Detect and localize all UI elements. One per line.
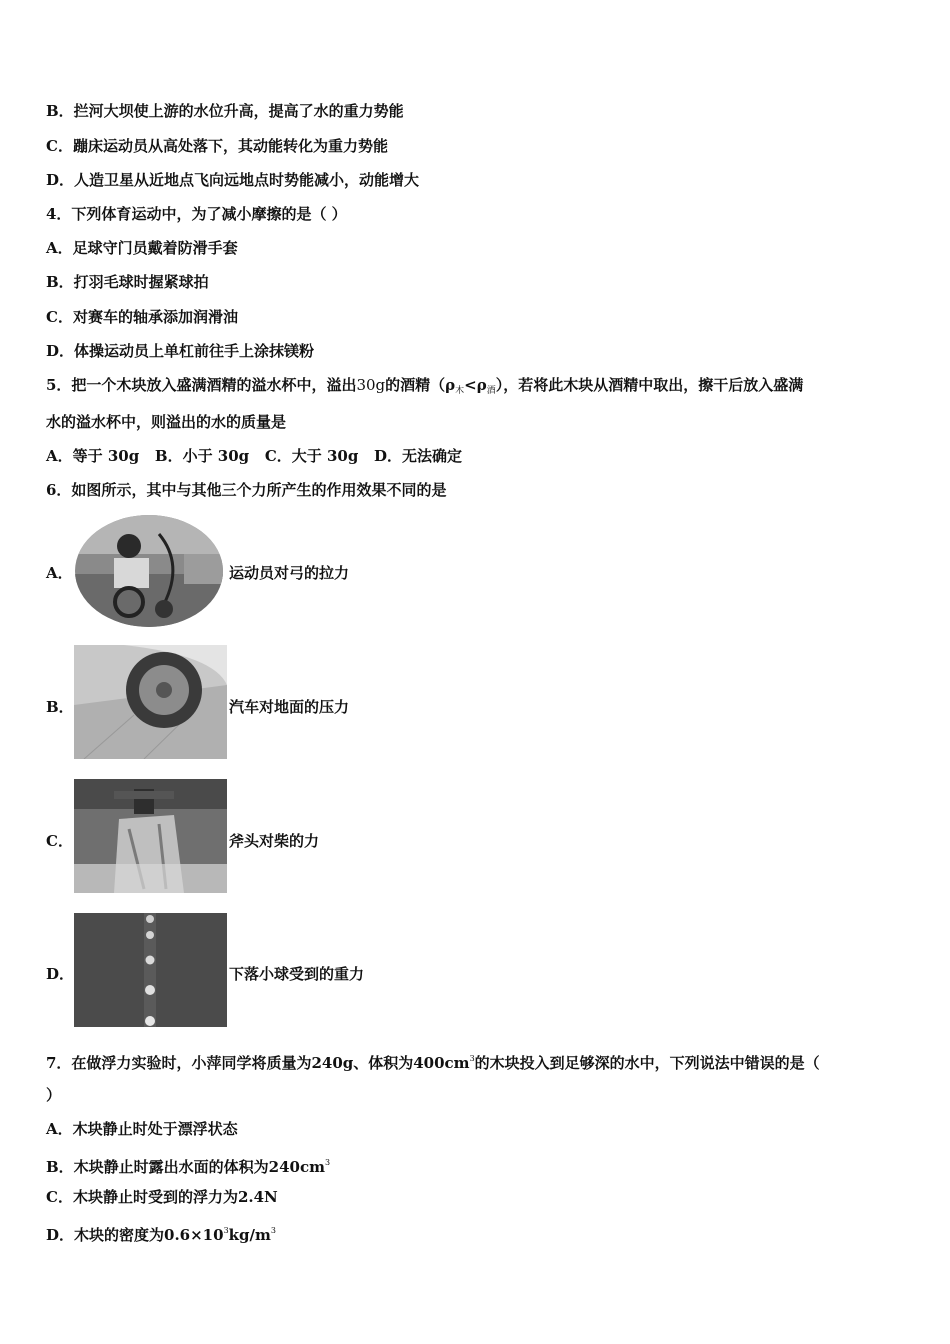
q7-text-2: 的木块投入到足够深的水中，下列说法中错误的是（ xyxy=(474,1054,820,1072)
question-6: 6．如图所示，其中与其他三个力所产生的作用效果不同的是 xyxy=(46,481,447,499)
option-7b xyxy=(46,1153,330,1177)
q7-sup-1: 3 xyxy=(469,1054,475,1063)
question-5-options: A．等于 30g B．小于 30g C．大于 30g D．无法确定 xyxy=(46,447,463,465)
q5-text-2: 的酒精（ρ xyxy=(385,376,456,394)
q5-text-3: ），若将此木块从酒精中取出，擦干后放入盛满 xyxy=(495,376,804,394)
option-6a-letter: A． xyxy=(46,564,73,582)
question-7-line2: ） xyxy=(46,1086,62,1104)
question-4: 4．下列体育运动中，为了减小摩擦的是（ ） xyxy=(46,205,347,223)
q7d-sup-1: 3 xyxy=(223,1226,229,1235)
q5-lt: <ρ xyxy=(464,376,487,394)
question-7 xyxy=(46,1049,820,1073)
archer-photo xyxy=(74,514,224,629)
option-7c: C．木块静止时受到的浮力为2.4N xyxy=(46,1188,278,1206)
option-6c-image xyxy=(74,779,227,893)
question-5-line2: 水的溢水杯中，则溢出的水的质量是 xyxy=(46,413,287,431)
falling-ball-photo xyxy=(74,913,227,1027)
q7b-sup: 3 xyxy=(325,1158,331,1167)
option-7a: A．木块静止时处于漂浮状态 xyxy=(46,1120,238,1138)
line-3b: B．拦河大坝使上游的水位升高，提高了水的重力势能 xyxy=(46,102,404,120)
q7-text-1: 7．在做浮力实验时，小萍同学将质量为240g、体积为400cm xyxy=(46,1054,470,1072)
option-4b: B．打羽毛球时握紧球拍 xyxy=(46,273,209,291)
option-6b-letter: B． xyxy=(46,698,74,716)
option-4d: D．体操运动员上单杠前往手上涂抹镁粉 xyxy=(46,342,315,360)
option-6a-caption: 运动员对弓的拉力 xyxy=(229,564,350,582)
q5-sub-alcohol: 酒 xyxy=(486,386,496,396)
option-4a: A．足球守门员戴着防滑手套 xyxy=(46,239,238,257)
option-6d-caption: 下落小球受到的重力 xyxy=(229,965,365,983)
option-6c-letter: C． xyxy=(46,832,73,850)
line-3c: C．蹦床运动员从高处落下，其动能转化为重力势能 xyxy=(46,137,388,155)
option-6a-image xyxy=(74,514,224,629)
option-6b-caption: 汽车对地面的压力 xyxy=(229,698,350,716)
option-7d xyxy=(46,1221,276,1245)
car-wheel-photo xyxy=(74,645,227,759)
axe-wood-photo xyxy=(74,779,227,893)
q7d-unit: kg/m xyxy=(228,1226,271,1244)
option-6c-caption: 斧头对柴的力 xyxy=(229,832,320,850)
q7d-text: D．木块的密度为0.6×10 xyxy=(46,1226,224,1244)
option-4c: C．对赛车的轴承添加润滑油 xyxy=(46,308,238,326)
option-6d-letter: D． xyxy=(46,965,75,983)
line-3d: D．人造卫星从近地点飞向远地点时势能减小，动能增大 xyxy=(46,171,420,189)
q7b-text: B．木块静止时露出水面的体积为240cm xyxy=(46,1158,325,1176)
q5-text-1: 5．把一个木块放入盛满酒精的溢水杯中，溢出 xyxy=(46,376,357,394)
question-5 xyxy=(46,375,803,401)
option-6d-image xyxy=(74,913,227,1027)
option-6b-image xyxy=(74,645,227,759)
q5-mass: 30g xyxy=(356,376,386,394)
q5-sub-wood: 木 xyxy=(455,386,465,396)
q7d-sup-2: 3 xyxy=(270,1226,276,1235)
